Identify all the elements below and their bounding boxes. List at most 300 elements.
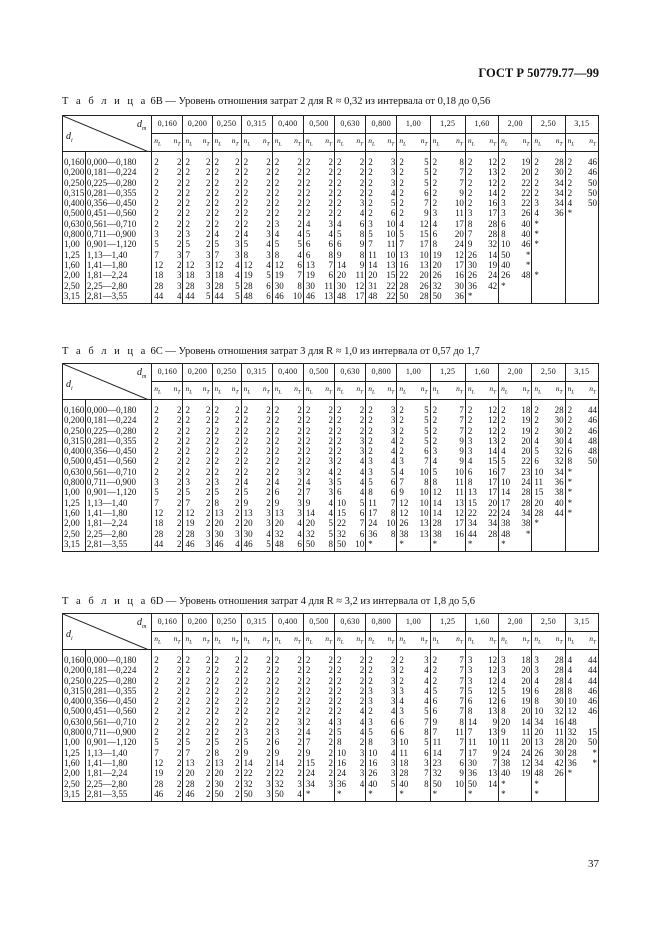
nt-value: 18 (515, 400, 532, 416)
nt-value: 15 (482, 456, 499, 466)
nl-value: 28 (154, 280, 164, 291)
nt-value: 2 (167, 676, 183, 686)
nt-value: 11 (448, 487, 466, 497)
nt-value: 24 (448, 239, 466, 249)
nl-value: 20 (305, 518, 315, 529)
nt-value: 2 (288, 727, 304, 737)
nl-value: * (534, 778, 539, 789)
table-row (63, 208, 599, 218)
nt-value (582, 487, 599, 497)
nt-value: 6 (413, 446, 430, 456)
nt-value (413, 539, 430, 552)
nt-value: 24 (515, 748, 532, 758)
nl-value: 19 (185, 518, 195, 529)
nt-value: 19 (515, 686, 532, 696)
nt-value: 2 (197, 487, 212, 497)
nl-value: 5 (214, 239, 220, 250)
nl-value: 3 (368, 218, 373, 229)
nt-value: 2 (167, 400, 183, 416)
nl-value: 26 (368, 768, 378, 779)
nl-value: 2 (337, 425, 342, 436)
dt-header-0: 0,160 (152, 364, 183, 382)
nt-value: 2 (227, 518, 242, 528)
di-interval: 0,451—0,560 (85, 456, 151, 466)
nl-value: 5 (337, 727, 342, 738)
nt-value: 4 (381, 456, 397, 466)
nl-value: 7 (368, 239, 373, 250)
nt-value: 12 (413, 219, 430, 229)
nl-value: 9 (337, 249, 342, 260)
nt-value: 2 (227, 717, 242, 727)
nl-value: 6 (501, 218, 506, 229)
nl-value: 2 (305, 415, 311, 426)
nl-header: $n_L$ (532, 632, 549, 650)
nl-value: 2 (214, 435, 220, 446)
nt-value: 13 (413, 529, 430, 539)
nl-value: 8 (501, 706, 506, 717)
nt-value: 2 (288, 415, 304, 425)
nt-value: 10 (448, 467, 466, 477)
nt-value: 16 (482, 467, 499, 477)
nt-value: 2 (319, 198, 335, 208)
nl-value: 4 (567, 675, 573, 686)
page-number: 37 (588, 858, 599, 870)
di-interval: 1,81—2,24 (85, 768, 151, 778)
di-value: 1,60 (63, 508, 86, 518)
nl-value: 2 (305, 665, 311, 676)
nl-value: * (465, 291, 482, 304)
nl-value: 6 (399, 727, 404, 738)
nt-value: 13 (413, 518, 430, 528)
nt-value: 5 (381, 198, 397, 208)
nl-value: 6 (337, 487, 342, 498)
nt-value: 2 (288, 400, 304, 416)
nt-value: 13 (482, 706, 499, 716)
table-row (63, 789, 599, 802)
caption-lead: Т а б л и ц а (62, 346, 148, 357)
nl-value: 2 (432, 665, 438, 676)
dt-header-10: 1,60 (465, 614, 498, 632)
nl-value: 44 (183, 291, 198, 304)
dt-header-9: 1,25 (430, 116, 465, 134)
nl-value: * (499, 789, 516, 802)
dt-header-6: 0,630 (335, 364, 366, 382)
di-value: 0,500 (64, 208, 85, 219)
nl-value: 2 (243, 177, 249, 188)
nl-value: 6 (274, 487, 280, 498)
nt-value: 15 (413, 229, 430, 239)
nt-value: 30 (548, 748, 565, 758)
nt-value: 2 (227, 676, 242, 686)
nl-value: 34 (534, 757, 544, 768)
nt-value: 2 (227, 229, 242, 239)
nl-value: 2 (274, 187, 280, 198)
nl-header: $n_L$ (335, 632, 351, 650)
nt-value: 2 (257, 477, 273, 487)
nt-value (582, 789, 599, 802)
nl-value: 2 (337, 685, 342, 696)
nl-value: 48 (335, 291, 351, 304)
nl-value: 12 (399, 507, 409, 518)
nt-value: 5 (288, 239, 304, 249)
nt-value: 42 (548, 758, 565, 768)
nt-value: 2 (288, 665, 304, 675)
nl-value: 2 (432, 415, 438, 426)
nl-value: 3 (432, 446, 438, 457)
nl-value: 15 (534, 487, 544, 498)
nt-value: 2 (167, 436, 183, 446)
nl-value: 2 (337, 167, 342, 178)
nl-value: 2 (432, 167, 438, 178)
di-interval: 0,225—0,280 (85, 676, 151, 686)
caption-text: 6D — Уровень отношения затрат 4 для R ≈ 3,2 из интервала от 1,8 до 5,6 (147, 596, 476, 607)
nt-value (548, 281, 565, 291)
nt-value: 3 (197, 250, 212, 260)
nl-value (565, 239, 582, 249)
nl-value: 2 (337, 696, 342, 707)
di-interval: 0,181—0,224 (85, 415, 151, 425)
table-row (63, 426, 599, 436)
nt-header: $n_T$ (257, 134, 273, 152)
nl-value: 3 (501, 655, 506, 665)
nl-header: $n_L$ (430, 382, 448, 400)
nl-value: * (465, 789, 482, 802)
nt-value: 2 (350, 152, 366, 168)
nt-value: 8 (448, 717, 466, 727)
nt-value: 2 (167, 706, 183, 716)
nt-value: 10 (350, 539, 366, 552)
nt-value: 6 (381, 208, 397, 218)
nl-value: 20 (534, 497, 544, 508)
nl-value: 48 (567, 716, 577, 727)
nt-value: 3 (197, 281, 212, 291)
nt-value: 2 (197, 229, 212, 239)
nl-value: 6 (305, 249, 311, 260)
nt-value: 9 (448, 188, 466, 198)
nl-value: 2 (185, 655, 190, 665)
di-interval: 0,356—0,450 (85, 696, 151, 706)
table-6c (62, 363, 599, 552)
nt-value (515, 539, 532, 552)
nt-value: 5 (227, 281, 242, 291)
nt-value: 9 (413, 208, 430, 218)
nt-value: 6 (350, 219, 366, 229)
di-interval: 1,41—1,80 (85, 260, 151, 270)
nl-value: 3 (368, 685, 373, 696)
nt-value: 2 (257, 436, 273, 446)
nt-value: 5 (350, 498, 366, 508)
nt-value: 10 (381, 518, 397, 528)
table-row (63, 456, 599, 466)
nl-value: 50 (501, 249, 511, 260)
nl-value: 2 (243, 716, 249, 727)
nl-value: 8 (214, 747, 220, 758)
nl-value: 2 (399, 167, 404, 178)
nt-value: 2 (227, 686, 242, 696)
nt-value: 2 (197, 446, 212, 456)
nl-value: 30 (214, 528, 224, 539)
nl-value: 5 (501, 456, 506, 467)
nt-value: 2 (227, 198, 242, 208)
nt-value: 4 (257, 529, 273, 539)
nl-value: 6 (432, 229, 438, 240)
nl-value: 11 (467, 737, 477, 748)
nl-value: 2 (214, 157, 220, 167)
nt-header: $n_T$ (288, 382, 304, 400)
document-header: ГОСТ Р 50779.77—99 (478, 66, 599, 80)
nt-value: 13 (381, 260, 397, 270)
nl-value: 3 (399, 706, 404, 717)
dt-header-6: 0,630 (335, 116, 366, 134)
nt-value (515, 281, 532, 291)
nl-value: 2 (534, 187, 539, 198)
nt-value: 6 (381, 717, 397, 727)
nl-value: 6 (534, 685, 539, 696)
nl-value: 13 (214, 757, 224, 768)
nt-value: 28 (548, 400, 565, 416)
nl-value: 2 (432, 435, 438, 446)
nt-value: 2 (257, 208, 273, 218)
nt-header: $n_T$ (482, 382, 499, 400)
nl-value: * (532, 789, 549, 802)
nt-value: 13 (482, 768, 499, 778)
nl-value: 50 (212, 789, 227, 802)
nt-value: 4 (350, 727, 366, 737)
nl-value: 9 (305, 747, 311, 758)
nl-value: 2 (368, 405, 373, 415)
nl-value: 2 (501, 405, 506, 415)
nl-value: 3 (534, 198, 539, 209)
table-6d (62, 613, 599, 802)
nl-value: 46 (152, 789, 168, 802)
nt-value (582, 229, 599, 239)
table-caption-6d (62, 596, 475, 607)
table-row (63, 727, 599, 737)
nt-value: 10 (413, 467, 430, 477)
nl-value: 2 (185, 435, 190, 446)
nl-value: 7 (154, 249, 159, 260)
nt-value: 3 (288, 508, 304, 518)
nl-value: * (397, 539, 414, 552)
nt-header: $n_T$ (482, 134, 499, 152)
dt-header-13: 3,15 (565, 116, 598, 134)
nt-value: 26 (548, 768, 565, 778)
nl-value (565, 779, 582, 789)
nt-value: 32 (548, 706, 565, 716)
nl-value: 2 (337, 187, 342, 198)
nl-value: 2 (432, 187, 438, 198)
nl-value: 20 (368, 270, 378, 281)
nt-value: 3 (381, 426, 397, 436)
table-row (63, 518, 599, 528)
nl-value: 50 (335, 539, 351, 552)
nl-value: 6 (432, 696, 438, 707)
nl-value: 2 (154, 446, 159, 457)
nt-value: 10 (413, 508, 430, 518)
nl-value: 38 (501, 757, 511, 768)
nl-value: 2 (567, 425, 573, 436)
nl-value: 2 (185, 696, 190, 707)
nt-value: 4 (350, 467, 366, 477)
nt-value: 11 (381, 239, 397, 249)
nt-value: 2 (319, 436, 335, 446)
di-interval: 0,000—0,180 (85, 650, 151, 666)
nt-value: 12 (482, 415, 499, 425)
nl-value: 16 (337, 757, 347, 768)
dt-header-13: 3,15 (565, 364, 598, 382)
nt-value: 17 (482, 208, 499, 218)
di-interval: 2,25—2,80 (85, 529, 151, 539)
nl-value: 2 (243, 167, 249, 178)
nl-value: 3 (368, 466, 373, 477)
dt-header-8: 1,00 (397, 116, 430, 134)
nt-value: 3 (381, 167, 397, 177)
nl-value: 2 (185, 208, 190, 219)
nt-value: 2 (319, 446, 335, 456)
nl-value: * (567, 507, 573, 518)
nl-value: 4 (305, 477, 311, 488)
nt-value: 44 (548, 508, 565, 518)
nl-value: 11 (501, 737, 510, 748)
nl-header: $n_L$ (532, 382, 549, 400)
nl-value: 7 (185, 249, 190, 260)
nl-value: 2 (185, 446, 190, 457)
nt-value: 8 (319, 539, 335, 552)
nt-value: 2 (319, 650, 335, 666)
nl-header: $n_L$ (241, 134, 257, 152)
nl-value: 30 (274, 280, 284, 291)
di-value: 0,160 (63, 400, 86, 416)
nl-value: 2 (399, 405, 404, 415)
di-interval: 0,281—0,355 (85, 436, 151, 446)
nt-value: 8 (288, 281, 304, 291)
table-row (63, 650, 599, 666)
nl-value: 20 (185, 768, 195, 779)
nt-value: 2 (257, 758, 273, 768)
nt-header: $n_T$ (319, 134, 335, 152)
nt-value: 34 (548, 467, 565, 477)
nt-value: 5 (413, 167, 430, 177)
nt-header: $n_T$ (350, 134, 366, 152)
di-value: 0,250 (64, 675, 85, 686)
nl-value: 2 (243, 655, 249, 665)
di-interval: 1,13—1,40 (85, 250, 151, 260)
nl-value: 4 (567, 665, 573, 676)
nl-value: 9 (305, 497, 311, 508)
table-row (63, 219, 599, 229)
nl-value: 5 (243, 737, 249, 748)
nt-value: 2 (167, 415, 183, 425)
nt-value: 4 (350, 717, 366, 727)
di-value: 3,15 (63, 291, 86, 304)
nl-value: 3 (432, 208, 438, 219)
nt-value: 19 (515, 152, 532, 168)
nl-value (565, 529, 582, 539)
nl-value: 4 (399, 466, 404, 477)
nt-value: 2 (167, 498, 183, 508)
nl-value: 2 (337, 706, 342, 717)
nt-value: 5 (197, 291, 212, 304)
nl-value: 32 (274, 528, 284, 539)
nt-value: 3 (257, 518, 273, 528)
table-row (63, 665, 599, 675)
nl-value: 7 (467, 229, 473, 240)
nt-value: 2 (197, 400, 212, 416)
nl-value: 2 (243, 706, 249, 717)
nl-value: 2 (305, 157, 311, 167)
nt-value: 2 (227, 706, 242, 716)
nt-value: 2 (197, 219, 212, 229)
nl-value: 46 (303, 291, 319, 304)
nt-value: 2 (167, 178, 183, 188)
nt-value: 2 (288, 696, 304, 706)
nt-value: 6 (413, 748, 430, 758)
nt-value: 17 (448, 518, 466, 528)
nl-value: 12 (154, 507, 164, 518)
nl-value: 5 (214, 487, 220, 498)
nl-value: 2 (154, 696, 159, 707)
nt-value: 2 (227, 152, 242, 168)
nl-value: 28 (154, 528, 164, 539)
nt-value: 12 (482, 665, 499, 675)
dt-header-8: 1,00 (397, 614, 430, 632)
nt-value: 2 (197, 498, 212, 508)
nt-value: 2 (288, 768, 304, 778)
nl-value: 6 (501, 696, 506, 707)
nl-value: 2 (214, 405, 220, 415)
nl-value: 36 (467, 280, 477, 291)
nl-value: 26 (432, 270, 442, 281)
nl-value: * (567, 497, 573, 508)
nl-value: 3 (214, 477, 220, 488)
di-value: 0,630 (64, 218, 85, 229)
nl-value: 2 (305, 167, 311, 178)
nt-value: 9 (350, 239, 366, 249)
di-value: 0,250 (64, 177, 85, 188)
nl-value: 2 (501, 167, 506, 178)
nl-value: 2 (154, 187, 159, 198)
nl-value: 2 (243, 446, 249, 457)
nl-value: 28 (567, 747, 577, 758)
nl-value: 2 (274, 665, 280, 676)
nl-value: 20 (501, 716, 511, 727)
nt-header: $n_T$ (582, 632, 599, 650)
nl-value: 2 (432, 157, 438, 167)
nt-value: 2 (167, 737, 183, 747)
nt-header: $n_T$ (167, 382, 183, 400)
nl-value: 2 (214, 446, 220, 457)
nt-value: 5 (413, 178, 430, 188)
nl-value: 40 (501, 259, 511, 270)
nl-value: 38 (432, 528, 442, 539)
nl-value: 4 (432, 456, 438, 467)
nl-value: 2 (305, 696, 311, 707)
nt-value: 2 (350, 650, 366, 666)
nl-value: 40 (368, 778, 378, 789)
nl-value: 2 (274, 198, 280, 209)
di-value: 2,00 (63, 768, 86, 778)
nt-value: 20 (413, 270, 430, 280)
nl-value: 20 (214, 768, 224, 779)
nt-value (548, 229, 565, 239)
di-value: 3,15 (63, 789, 86, 802)
nt-header: $n_T$ (197, 382, 212, 400)
nl-header: $n_L$ (366, 382, 382, 400)
nl-value: 24 (368, 518, 378, 529)
nt-value: 48 (582, 436, 599, 446)
nt-value: 6 (413, 188, 430, 198)
nl-value: 2 (274, 177, 280, 188)
